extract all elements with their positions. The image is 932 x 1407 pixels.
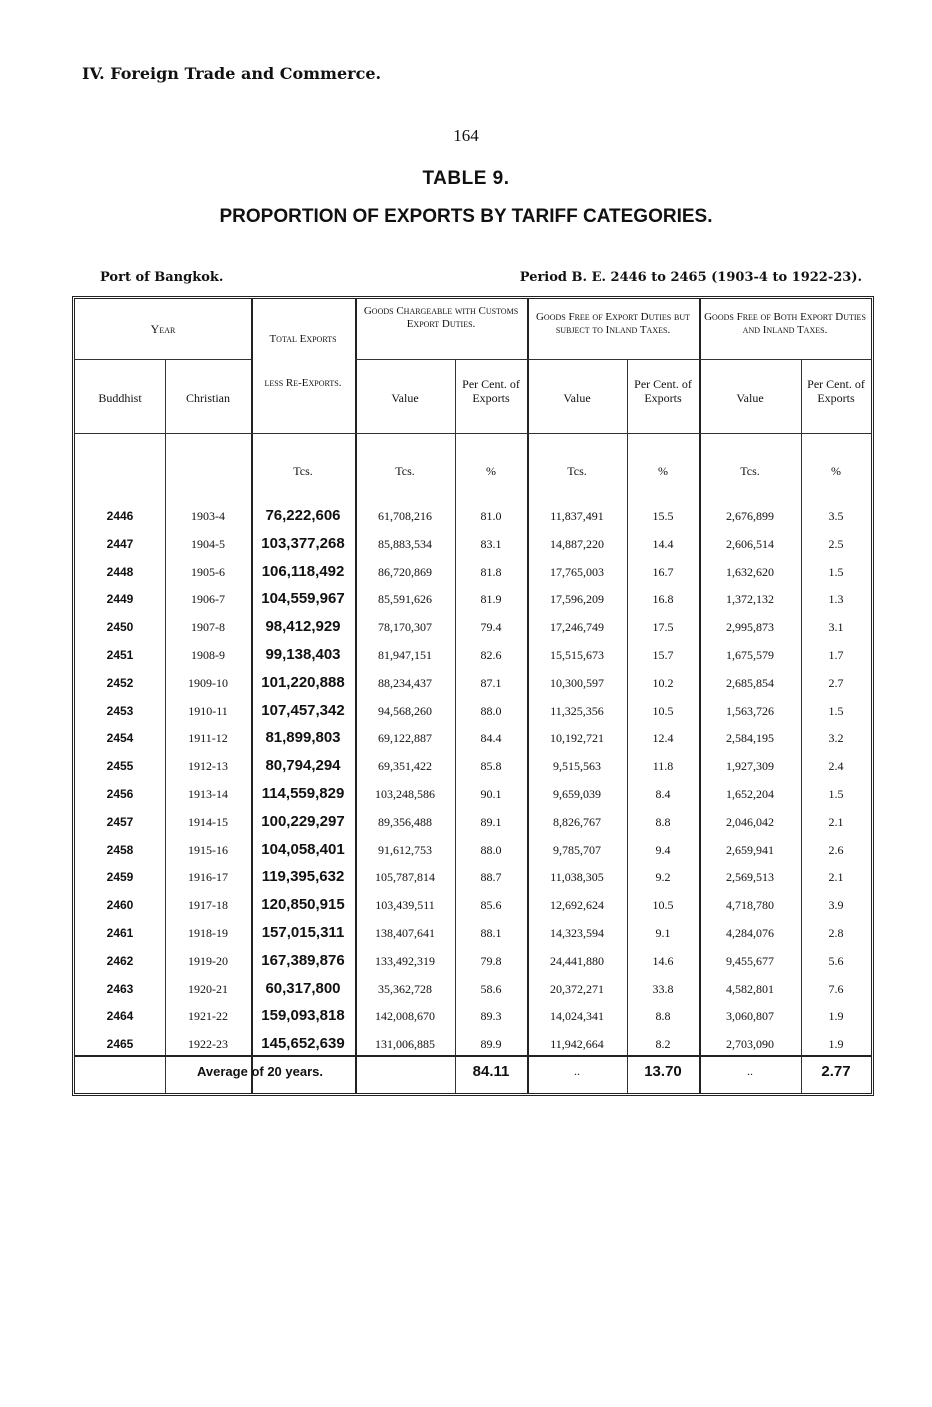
customs-value-cell: 91,612,753: [378, 842, 432, 857]
inland-pct-cell: 9.4: [655, 842, 671, 857]
customs-value-cell: 78,170,307: [378, 620, 432, 635]
inland-pct-cell: 14.4: [652, 536, 674, 551]
customs-pct-cell: 85.6: [480, 898, 502, 913]
buddhist-year-cell: 2462: [106, 953, 134, 968]
unit-label: %: [831, 464, 841, 478]
free-pct-cell: 7.6: [828, 981, 844, 996]
customs-value-cell: 81,947,151: [378, 648, 432, 662]
less-reexports-header: less Re-Exports.: [264, 377, 342, 389]
customs-pct-cell: 81.9: [480, 592, 502, 607]
unit-label: Tcs.: [395, 464, 415, 478]
buddhist-header: Buddhist: [98, 391, 142, 405]
total-exports-cell: 100,229,297: [261, 812, 345, 830]
buddhist-year-cell: 2456: [106, 787, 134, 801]
table-row: [75, 781, 871, 809]
page-number: 164: [453, 126, 479, 145]
divider: [75, 359, 251, 360]
inland-pct-cell: 10.2: [652, 675, 674, 690]
customs-value-cell: 85,883,534: [378, 536, 432, 551]
free-value-cell: 1,632,620: [726, 564, 774, 579]
customs-value-cell: 69,122,887: [378, 731, 432, 746]
inland-pct-cell: 8.8: [655, 1009, 671, 1024]
inland-pct-cell: 12.4: [652, 731, 674, 746]
free-value-cell: 9,455,677: [726, 953, 774, 968]
buddhist-year-cell: 2465: [106, 1037, 134, 1052]
inland-pct-cell: 8.4: [655, 787, 671, 801]
free-pct-cell: 2.8: [828, 926, 844, 940]
buddhist-year-cell: 2453: [106, 703, 134, 718]
free-value-cell: 2,046,042: [726, 814, 774, 829]
total-exports-cell: 159,093,818: [261, 1007, 345, 1025]
exports-table: [72, 296, 874, 1096]
christian-year-cell: 1922-23: [188, 1037, 228, 1052]
inland-pct-cell: 9.2: [655, 870, 671, 885]
christian-year-cell: 1919-20: [188, 953, 228, 968]
section-heading: IV. Foreign Trade and Commerce.: [82, 64, 382, 83]
free-pct-cell: 1.3: [828, 592, 844, 607]
total-exports-cell: 103,377,268: [261, 534, 345, 552]
inland-value-cell: 11,325,356: [550, 703, 604, 718]
table-row: [75, 503, 871, 531]
customs-value-cell: 138,407,641: [375, 926, 435, 940]
table-subtitle: PROPORTION OF EXPORTS BY TARIFF CATEGORIES.: [219, 206, 713, 227]
total-exports-cell: 99,138,403: [265, 646, 341, 663]
free-value-cell: 2,676,899: [726, 509, 774, 523]
group-inland-taxes-header: Goods Free of Export Duties but subject to Inland Taxes.: [535, 311, 690, 336]
free-pct-cell: 1.5: [828, 787, 844, 801]
average-label: Average of 20 years.: [197, 1064, 323, 1079]
free-pct-cell: 1.9: [828, 1009, 844, 1024]
total-exports-cell: 120,850,915: [261, 896, 345, 914]
buddhist-year-cell: 2459: [106, 870, 134, 885]
free-pct-cell: 2.1: [828, 870, 844, 885]
buddhist-year-cell: 2460: [106, 898, 134, 913]
free-pct-cell: 3.5: [828, 509, 844, 523]
customs-pct-cell: 88.7: [480, 870, 502, 885]
customs-value-cell: 103,439,511: [375, 898, 435, 913]
inland-pct-cell: 17.5: [652, 620, 674, 635]
unit-label: Tcs.: [740, 464, 760, 478]
customs-value-cell: 133,492,319: [375, 953, 435, 968]
free-value-cell: 2,606,514: [726, 536, 774, 551]
inland-value-cell: 15,515,673: [550, 648, 604, 662]
group-free-both-header: Goods Free of Both Export Duties and Inland Taxes.: [704, 311, 866, 336]
customs-pct-cell: 79.4: [480, 620, 502, 635]
inland-value-cell: 9,785,707: [553, 842, 601, 857]
customs-pct-cell: 79.8: [480, 953, 502, 968]
customs-pct-cell: 89.9: [480, 1037, 502, 1052]
free-value-cell: 2,703,090: [726, 1037, 774, 1052]
christian-year-cell: 1903-4: [191, 509, 225, 523]
customs-value-cell: 103,248,586: [375, 787, 435, 801]
free-value-cell: 4,718,780: [726, 898, 774, 913]
average-pct-free: 2.77: [821, 1063, 851, 1080]
table-title: TABLE 9.: [422, 168, 510, 189]
buddhist-year-cell: 2458: [106, 842, 134, 857]
free-pct-cell: 2.7: [828, 675, 844, 690]
total-exports-cell: 80,794,294: [265, 757, 341, 775]
total-exports-cell: 98,412,929: [265, 618, 341, 636]
customs-value-cell: 131,006,885: [375, 1037, 435, 1052]
buddhist-year-cell: 2463: [106, 981, 134, 996]
inland-value-cell: 14,887,220: [550, 536, 604, 551]
table-row: [75, 809, 871, 837]
divider: [355, 359, 871, 360]
customs-value-cell: 89,356,488: [378, 814, 432, 829]
free-value-cell: 2,584,195: [726, 731, 774, 746]
unit-label: %: [658, 464, 668, 478]
free-pct-cell: 2.1: [828, 814, 844, 829]
inland-value-cell: 11,837,491: [550, 509, 604, 523]
table-row: [75, 892, 871, 920]
free-value-cell: 2,569,513: [726, 870, 774, 885]
per-cent-header: Per Cent. of Exports: [462, 377, 520, 405]
value-header: Value: [563, 391, 591, 405]
christian-year-cell: 1908-9: [191, 648, 225, 662]
inland-value-cell: 12,692,624: [550, 898, 604, 913]
inland-value-cell: 14,024,341: [550, 1009, 604, 1024]
buddhist-year-cell: 2464: [106, 1009, 134, 1024]
customs-pct-cell: 81.8: [480, 564, 502, 579]
total-exports-cell: 114,559,829: [261, 785, 345, 802]
free-value-cell: 2,659,941: [726, 842, 774, 857]
inland-value-cell: 14,323,594: [550, 926, 604, 940]
free-pct-cell: 2.6: [828, 842, 844, 857]
total-exports-header: Total Exports: [269, 333, 337, 345]
inland-value-cell: 24,441,880: [550, 953, 604, 968]
christian-year-cell: 1906-7: [191, 592, 225, 607]
average-pct-inland: 13.70: [644, 1063, 682, 1080]
customs-value-cell: 35,362,728: [378, 981, 432, 996]
free-pct-cell: 2.5: [828, 536, 844, 551]
christian-year-cell: 1915-16: [188, 842, 228, 857]
buddhist-year-cell: 2457: [106, 814, 134, 829]
christian-year-cell: 1918-19: [188, 926, 228, 940]
total-exports-cell: 119,395,632: [261, 868, 345, 886]
inland-value-cell: 20,372,271: [550, 981, 604, 996]
free-pct-cell: 5.6: [828, 953, 844, 968]
total-exports-cell: 81,899,803: [265, 729, 341, 747]
customs-pct-cell: 89.1: [480, 814, 502, 829]
customs-pct-cell: 88.0: [480, 703, 502, 718]
table-row: [75, 948, 871, 976]
inland-pct-cell: 9.1: [655, 926, 671, 940]
customs-value-cell: 94,568,260: [378, 703, 432, 718]
customs-pct-cell: 89.3: [480, 1009, 502, 1024]
unit-label: Tcs.: [293, 464, 313, 478]
table-row: [75, 698, 871, 726]
customs-value-cell: 105,787,814: [375, 870, 435, 885]
table-row: [75, 670, 871, 698]
christian-year-cell: 1913-14: [188, 787, 228, 801]
free-value-cell: 3,060,807: [726, 1009, 774, 1024]
customs-value-cell: 86,720,869: [378, 564, 432, 579]
inland-pct-cell: 10.5: [652, 703, 674, 718]
average-row: [75, 1057, 871, 1087]
buddhist-year-cell: 2454: [106, 731, 134, 746]
free-pct-cell: 3.9: [828, 898, 844, 913]
inland-value-cell: 8,826,767: [553, 814, 601, 829]
table-row: [75, 837, 871, 865]
customs-pct-cell: 87.1: [480, 675, 502, 690]
inland-value-cell: 9,659,039: [553, 787, 601, 801]
free-pct-cell: 3.2: [828, 731, 844, 746]
free-value-cell: 1,563,726: [726, 703, 774, 718]
christian-year-cell: 1911-12: [188, 731, 228, 746]
christian-year-cell: 1910-11: [188, 703, 228, 718]
inland-pct-cell: 8.2: [655, 1037, 671, 1052]
christian-year-cell: 1917-18: [188, 898, 228, 913]
table-row: [75, 1031, 871, 1059]
total-exports-cell: 157,015,311: [261, 924, 345, 941]
christian-year-cell: 1912-13: [188, 759, 228, 774]
buddhist-year-cell: 2451: [106, 648, 134, 662]
customs-value-cell: 61,708,216: [378, 509, 432, 523]
total-exports-cell: 104,058,401: [261, 840, 345, 858]
unit-label: Tcs.: [567, 464, 587, 478]
free-pct-cell: 1.5: [828, 703, 844, 718]
customs-pct-cell: 58.6: [480, 981, 502, 996]
average-value-free: ..: [747, 1064, 753, 1078]
table-row: [75, 976, 871, 1004]
free-value-cell: 4,582,801: [726, 981, 774, 996]
free-value-cell: 1,372,132: [726, 592, 774, 607]
inland-pct-cell: 15.7: [652, 648, 674, 662]
group-customs-duties-header: Goods Chargeable with Customs Export Duties.: [363, 305, 519, 330]
customs-pct-cell: 88.0: [480, 842, 502, 857]
buddhist-year-cell: 2450: [106, 620, 134, 635]
inland-pct-cell: 33.8: [652, 981, 674, 996]
total-exports-cell: 106,118,492: [261, 562, 345, 580]
divider: [75, 433, 871, 434]
table-row: [75, 614, 871, 642]
inland-pct-cell: 15.5: [652, 509, 674, 523]
year-header: Year: [150, 322, 176, 336]
total-exports-cell: 60,317,800: [265, 979, 341, 997]
per-cent-header: Per Cent. of Exports: [634, 377, 692, 405]
table-row: [75, 642, 871, 670]
buddhist-year-cell: 2452: [106, 675, 134, 690]
average-value-inland: ..: [574, 1064, 580, 1078]
inland-pct-cell: 11.8: [652, 759, 674, 774]
period-label: Period B. E. 2446 to 2465 (1903-4 to 1922-23).: [519, 270, 862, 285]
unit-label: %: [486, 464, 496, 478]
customs-value-cell: 69,351,422: [378, 759, 432, 774]
inland-pct-cell: 16.8: [652, 592, 674, 607]
inland-value-cell: 9,515,563: [553, 759, 601, 774]
buddhist-year-cell: 2448: [106, 564, 134, 579]
inland-value-cell: 11,038,305: [550, 870, 604, 885]
customs-pct-cell: 90.1: [480, 787, 502, 801]
table-row: [75, 920, 871, 948]
value-header: Value: [736, 391, 764, 405]
table-row: [75, 531, 871, 559]
free-value-cell: 1,652,204: [726, 787, 774, 801]
table-row: [75, 1003, 871, 1031]
free-pct-cell: 3.1: [828, 620, 844, 635]
total-exports-cell: 167,389,876: [261, 951, 345, 969]
inland-pct-cell: 8.8: [655, 814, 671, 829]
total-exports-cell: 145,652,639: [261, 1035, 345, 1053]
total-exports-cell: 76,222,606: [265, 507, 341, 524]
inland-pct-cell: 14.6: [652, 953, 674, 968]
customs-pct-cell: 81.0: [480, 509, 502, 523]
inland-value-cell: 17,246,749: [550, 620, 604, 635]
customs-value-cell: 88,234,437: [378, 675, 432, 690]
free-pct-cell: 2.4: [828, 759, 844, 774]
table-row: [75, 559, 871, 587]
christian-year-cell: 1907-8: [191, 620, 225, 635]
christian-header: Christian: [186, 391, 230, 405]
total-exports-cell: 101,220,888: [261, 673, 345, 691]
buddhist-year-cell: 2449: [106, 592, 134, 607]
table-row: [75, 586, 871, 614]
christian-year-cell: 1909-10: [188, 675, 228, 690]
buddhist-year-cell: 2447: [106, 536, 134, 551]
customs-value-cell: 142,008,670: [375, 1009, 435, 1024]
free-value-cell: 2,685,854: [726, 675, 774, 690]
buddhist-year-cell: 2461: [106, 926, 134, 940]
buddhist-year-cell: 2455: [106, 759, 134, 774]
inland-value-cell: 11,942,664: [550, 1037, 604, 1052]
free-value-cell: 1,927,309: [726, 759, 774, 774]
buddhist-year-cell: 2446: [106, 509, 134, 523]
table-row: [75, 864, 871, 892]
value-header: Value: [391, 391, 419, 405]
free-pct-cell: 1.7: [828, 648, 844, 662]
total-exports-cell: 107,457,342: [261, 701, 345, 719]
table-row: [75, 725, 871, 753]
inland-pct-cell: 10.5: [652, 898, 674, 913]
christian-year-cell: 1914-15: [188, 814, 228, 829]
customs-value-cell: 85,591,626: [378, 592, 432, 607]
inland-value-cell: 17,596,209: [550, 592, 604, 607]
christian-year-cell: 1905-6: [191, 564, 225, 579]
free-value-cell: 1,675,579: [726, 648, 774, 662]
port-label: Port of Bangkok.: [100, 270, 224, 285]
christian-year-cell: 1921-22: [188, 1009, 228, 1024]
inland-value-cell: 10,300,597: [550, 675, 604, 690]
customs-pct-cell: 88.1: [480, 926, 502, 940]
customs-pct-cell: 83.1: [480, 536, 502, 551]
total-exports-cell: 104,559,967: [261, 590, 345, 608]
christian-year-cell: 1904-5: [191, 536, 225, 551]
table-row: [75, 753, 871, 781]
average-pct-customs: 84.11: [472, 1063, 510, 1080]
free-value-cell: 2,995,873: [726, 620, 774, 635]
christian-year-cell: 1920-21: [188, 981, 228, 996]
customs-pct-cell: 85.8: [480, 759, 502, 774]
christian-year-cell: 1916-17: [188, 870, 228, 885]
customs-pct-cell: 84.4: [480, 731, 502, 746]
inland-value-cell: 17,765,003: [550, 564, 604, 579]
free-value-cell: 4,284,076: [726, 926, 774, 940]
inland-pct-cell: 16.7: [652, 564, 674, 579]
customs-pct-cell: 82.6: [480, 648, 502, 662]
per-cent-header: Per Cent. of Exports: [807, 377, 865, 405]
inland-value-cell: 10,192,721: [550, 731, 604, 746]
free-pct-cell: 1.5: [828, 564, 844, 579]
free-pct-cell: 1.9: [828, 1037, 844, 1052]
